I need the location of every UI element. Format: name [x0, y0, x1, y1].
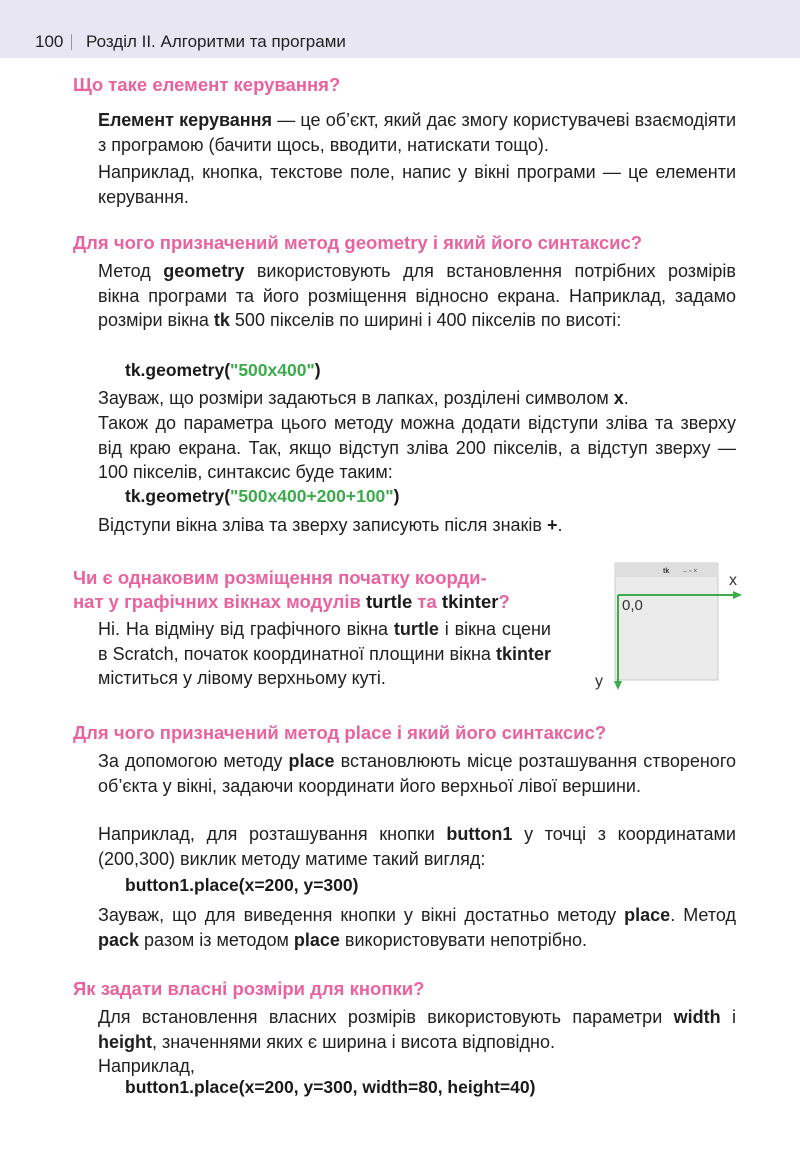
paragraph-button-size [98, 1005, 736, 1054]
text: використовувати непотрібно. [339, 929, 588, 950]
text: використовують для встановлення потрібних розмірів вікна програми та його розміщення відносно екрана. Наприклад, задамо розміри вікна [98, 261, 736, 330]
text: За допомогою методу [98, 751, 289, 771]
paragraph-place-intro [98, 749, 736, 798]
code-place: button1.place(x=200, y=300) [125, 875, 359, 895]
header-divider [71, 34, 72, 50]
text: Для встановлення власних розмірів використовують параметри [98, 1007, 674, 1027]
text: міститься у лівому верхньому куті. [98, 668, 386, 688]
text: . Метод [670, 905, 736, 925]
text: і [720, 1007, 736, 1027]
code-string: "500x400" [230, 360, 315, 380]
text: 500 пікселів по ширині і 400 пікселів по висоті: [229, 310, 622, 330]
term-control-element: Елемент керування [98, 110, 273, 130]
question-coordinates [73, 566, 510, 614]
text: Наприклад, для розташування кнопки [98, 824, 447, 844]
term-tkinter: tkinter [495, 643, 551, 664]
term-geometry: geometry [163, 261, 245, 281]
page-header [0, 0, 800, 58]
window-title: tk [663, 568, 670, 575]
x-axis-label: x [729, 572, 737, 589]
text: Метод [98, 261, 164, 281]
term-turtle: turtle [393, 619, 439, 639]
question-text: ? [498, 591, 510, 612]
paragraph-example-label: Наприклад, [98, 1056, 195, 1076]
paragraph-note-quotes [98, 386, 736, 411]
term-place: place [288, 751, 335, 771]
code-text: ) [314, 360, 321, 380]
question-geometry: Для чого призначений метод geometry і який його синтаксис? [73, 232, 643, 253]
origin-label: 0,0 [622, 597, 643, 614]
text: у точці з координатами (200,300) виклик методу матиме такий вигляд: [98, 824, 736, 869]
paragraph-offsets: Також до параметра цього методу можна додати відступи зліва та зверху від краю екрана. Так, якщо відступ зліва 200 пікселів, а відступ зверху — 100 пікселів, синтаксис буде таким: [98, 413, 736, 482]
term-place: place [624, 905, 671, 925]
question-control-element: Що таке елемент керування? [73, 74, 341, 95]
text: . [557, 515, 563, 535]
text: Зауваж, що розміри задаються в лапках, розділені символом [98, 388, 614, 408]
term-turtle: turtle [366, 591, 413, 612]
code-string: "500x400+200+100" [230, 486, 394, 506]
term-place: place [293, 929, 340, 950]
text: разом із методом [139, 929, 294, 950]
question-line: Чи є однаковим розміщення початку коорди- [73, 567, 487, 588]
term-tkinter: tkinter [441, 591, 499, 612]
text: Ні. На відміну від графічного вікна [98, 619, 394, 639]
text: Відступи вікна зліва та зверху записують після знаків [98, 515, 547, 535]
paragraph-coordinates [98, 617, 551, 691]
term-tk: tk [213, 310, 230, 330]
term-height: height [98, 1031, 152, 1052]
term-plus: + [547, 515, 558, 535]
question-button-size: Як задати власні розміри для кнопки? [73, 978, 425, 999]
definition-text: — це об’єкт, який дає змогу користувачеві взаємодіяти з програмою (бачити щось, вводити, натискати тощо). [98, 110, 736, 155]
paragraph-place-example [98, 822, 736, 871]
question-text: та [412, 591, 442, 612]
code-text: ) [393, 486, 400, 506]
question-line: нат у графічних вікнах модулів [73, 591, 367, 612]
paragraph-offset-signs [98, 513, 736, 538]
page-number: 100 [35, 32, 64, 51]
term-width: width [673, 1007, 721, 1027]
paragraph-example: Наприклад, кнопка, текстове поле, напис у вікні програми — це елементи керування. [98, 162, 736, 207]
tk-window-coordinate-figure [595, 560, 755, 695]
code-place-size: button1.place(x=200, y=300, width=80, height=40) [125, 1077, 536, 1097]
paragraph-place-note [98, 903, 736, 952]
term-button1: button1 [446, 824, 513, 844]
paragraph-definition [98, 108, 736, 157]
text: , значеннями яких є ширина і висота відповідно. [152, 1031, 555, 1052]
term-x: x [613, 388, 624, 408]
text: встановлюють місце розташування створеного об’єкта у вікні, задаючи координати його верхньої лівої вершини. [98, 751, 736, 796]
text: . [623, 388, 629, 408]
x-axis-arrow [733, 591, 742, 599]
question-place: Для чого призначений метод place і який його синтаксис? [73, 722, 607, 743]
tk-window [615, 563, 718, 680]
y-axis-label: y [595, 673, 603, 690]
code-geometry-1 [125, 360, 321, 381]
code-text: tk.geometry( [125, 360, 231, 380]
code-text: tk.geometry( [125, 486, 231, 506]
text: і вікна сцени в Scratch, початок координатної площини вікна [98, 619, 551, 664]
y-axis-arrow [614, 681, 622, 690]
text: Зауваж, що для виведення кнопки у вікні достатньо методу [98, 905, 625, 925]
term-pack: pack [98, 929, 140, 950]
chapter-title: Розділ ІІ. Алгоритми та програми [86, 32, 346, 51]
window-controls: – ▫ × [683, 568, 698, 575]
code-geometry-2 [125, 486, 399, 507]
paragraph-geometry-intro [98, 259, 736, 333]
